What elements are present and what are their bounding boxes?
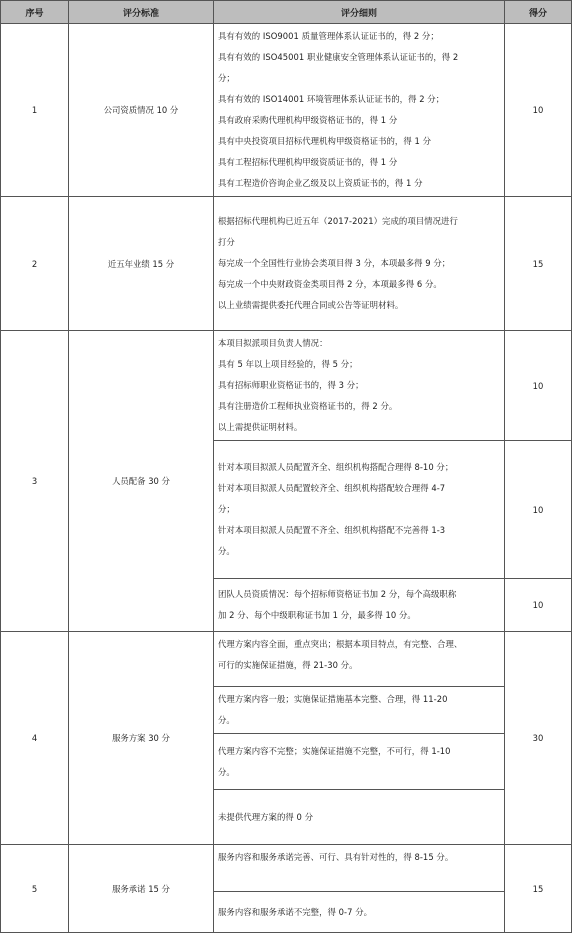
detail-line: 针对本项目拟派人员配置齐全、组织机构搭配合理得 8-10 分； — [218, 462, 454, 472]
table-row — [1, 197, 572, 331]
detail-line: 具有工程招标代理机构甲级资质证书的，得 1 分 — [218, 157, 398, 167]
row-detail — [214, 197, 505, 331]
table-row — [1, 632, 572, 687]
row-score: 15 — [505, 845, 572, 933]
detail-line: 具有政府采购代理机构甲级资格证书的，得 1 分 — [218, 115, 398, 125]
header-no: 序号 — [1, 1, 69, 24]
table-row — [1, 845, 572, 892]
row-detail — [214, 687, 505, 734]
detail-line: 代理方案内容不完整；实施保证措施不完整，不可行，得 1-10 — [218, 745, 451, 756]
detail-line: 团队人员资质情况：每个招标师资格证书加 2 分，每个高级职称 — [218, 589, 457, 599]
header-score: 得分 — [505, 1, 572, 24]
header-row — [1, 1, 572, 24]
row-detail — [214, 24, 505, 197]
row-detail — [214, 579, 505, 632]
row-detail — [214, 845, 505, 892]
row-detail — [214, 734, 505, 790]
row-score: 10 — [505, 441, 572, 579]
table-row — [1, 331, 572, 441]
detail-line: 分。 — [218, 715, 235, 725]
detail-line: 代理方案内容一般；实施保证措施基本完整、合理，得 11-20 — [218, 694, 448, 704]
detail-line: 具有 5 年以上项目经验的，得 5 分； — [218, 359, 358, 369]
row-no: 4 — [1, 632, 69, 845]
row-score: 10 — [505, 331, 572, 441]
row-standard: 服务方案 30 分 — [69, 632, 214, 845]
detail-line: 本项目拟派项目负责人情况： — [218, 338, 328, 348]
row-detail — [214, 790, 505, 845]
detail-line: 具有有效的 ISO45001 职业健康安全管理体系认证证书的，得 2 — [218, 52, 459, 62]
row-standard: 近五年业绩 15 分 — [69, 197, 214, 331]
row-no: 3 — [1, 331, 69, 632]
detail-line: 针对本项目拟派人员配置不齐全、组织机构搭配不完善得 1-3 — [218, 525, 446, 535]
detail-line: 具有有效的 ISO14001 环境管理体系认证证书的，得 2 分； — [218, 94, 445, 104]
detail-line: 具有工程造价咨询企业乙级及以上资质证书的，得 1 分 — [218, 178, 423, 188]
row-score: 10 — [505, 24, 572, 197]
detail-line: 打分 — [218, 237, 235, 247]
detail-line: 每完成一个中央财政资金类项目得 2 分，本项最多得 6 分。 — [218, 279, 442, 289]
table-row — [1, 24, 572, 197]
detail-line: 具有有效的 ISO9001 质量管理体系认证证书的，得 2 分； — [218, 31, 439, 41]
detail-line: 分。 — [218, 766, 235, 777]
row-no: 5 — [1, 845, 69, 933]
detail-line: 未提供代理方案的得 0 分 — [218, 811, 314, 822]
row-detail — [214, 331, 505, 441]
row-detail — [214, 632, 505, 687]
detail-line: 分； — [218, 73, 235, 83]
detail-line: 以上需提供证明材料。 — [218, 422, 303, 432]
detail-line: 根据招标代理机构已近五年（2017-2021）完成的项目情况进行 — [218, 216, 458, 226]
row-standard: 服务承诺 15 分 — [69, 845, 214, 933]
detail-line: 可行的实施保证措施，得 21-30 分。 — [218, 660, 358, 670]
detail-line: 分； — [218, 504, 235, 514]
row-score: 10 — [505, 579, 572, 632]
detail-line: 服务内容和服务承诺完善、可行、具有针对性的，得 8-15 分。 — [218, 852, 454, 862]
row-score: 15 — [505, 197, 572, 331]
detail-line: 服务内容和服务承诺不完整，得 0-7 分。 — [218, 906, 373, 917]
detail-line: 以上业绩需提供委托代理合同或公告等证明材料。 — [218, 300, 404, 310]
detail-line: 具有中央投资项目招标代理机构甲级资格证书的，得 1 分 — [218, 136, 432, 146]
row-score: 30 — [505, 632, 572, 845]
detail-line: 具有招标师职业资格证书的，得 3 分； — [218, 380, 364, 390]
row-detail — [214, 441, 505, 579]
detail-line: 代理方案内容全面，重点突出；根据本项目特点，有完整、合理、 — [218, 639, 463, 649]
detail-line: 分。 — [218, 546, 235, 556]
row-no: 1 — [1, 24, 69, 197]
detail-line: 每完成一个全国性行业协会类项目得 3 分，本项最多得 9 分； — [218, 258, 451, 268]
detail-line: 针对本项目拟派人员配置较齐全、组织机构搭配较合理得 4-7 — [218, 483, 446, 493]
detail-line: 加 2 分、每个中级职称证书加 1 分，最多得 10 分。 — [218, 610, 416, 620]
header-standard: 评分标准 — [69, 1, 214, 24]
row-no: 2 — [1, 197, 69, 331]
row-standard: 公司资质情况 10 分 — [69, 24, 214, 197]
header-detail: 评分细则 — [214, 1, 505, 24]
detail-line: 具有注册造价工程师执业资格证书的，得 2 分。 — [218, 401, 398, 411]
row-standard: 人员配备 30 分 — [69, 331, 214, 632]
